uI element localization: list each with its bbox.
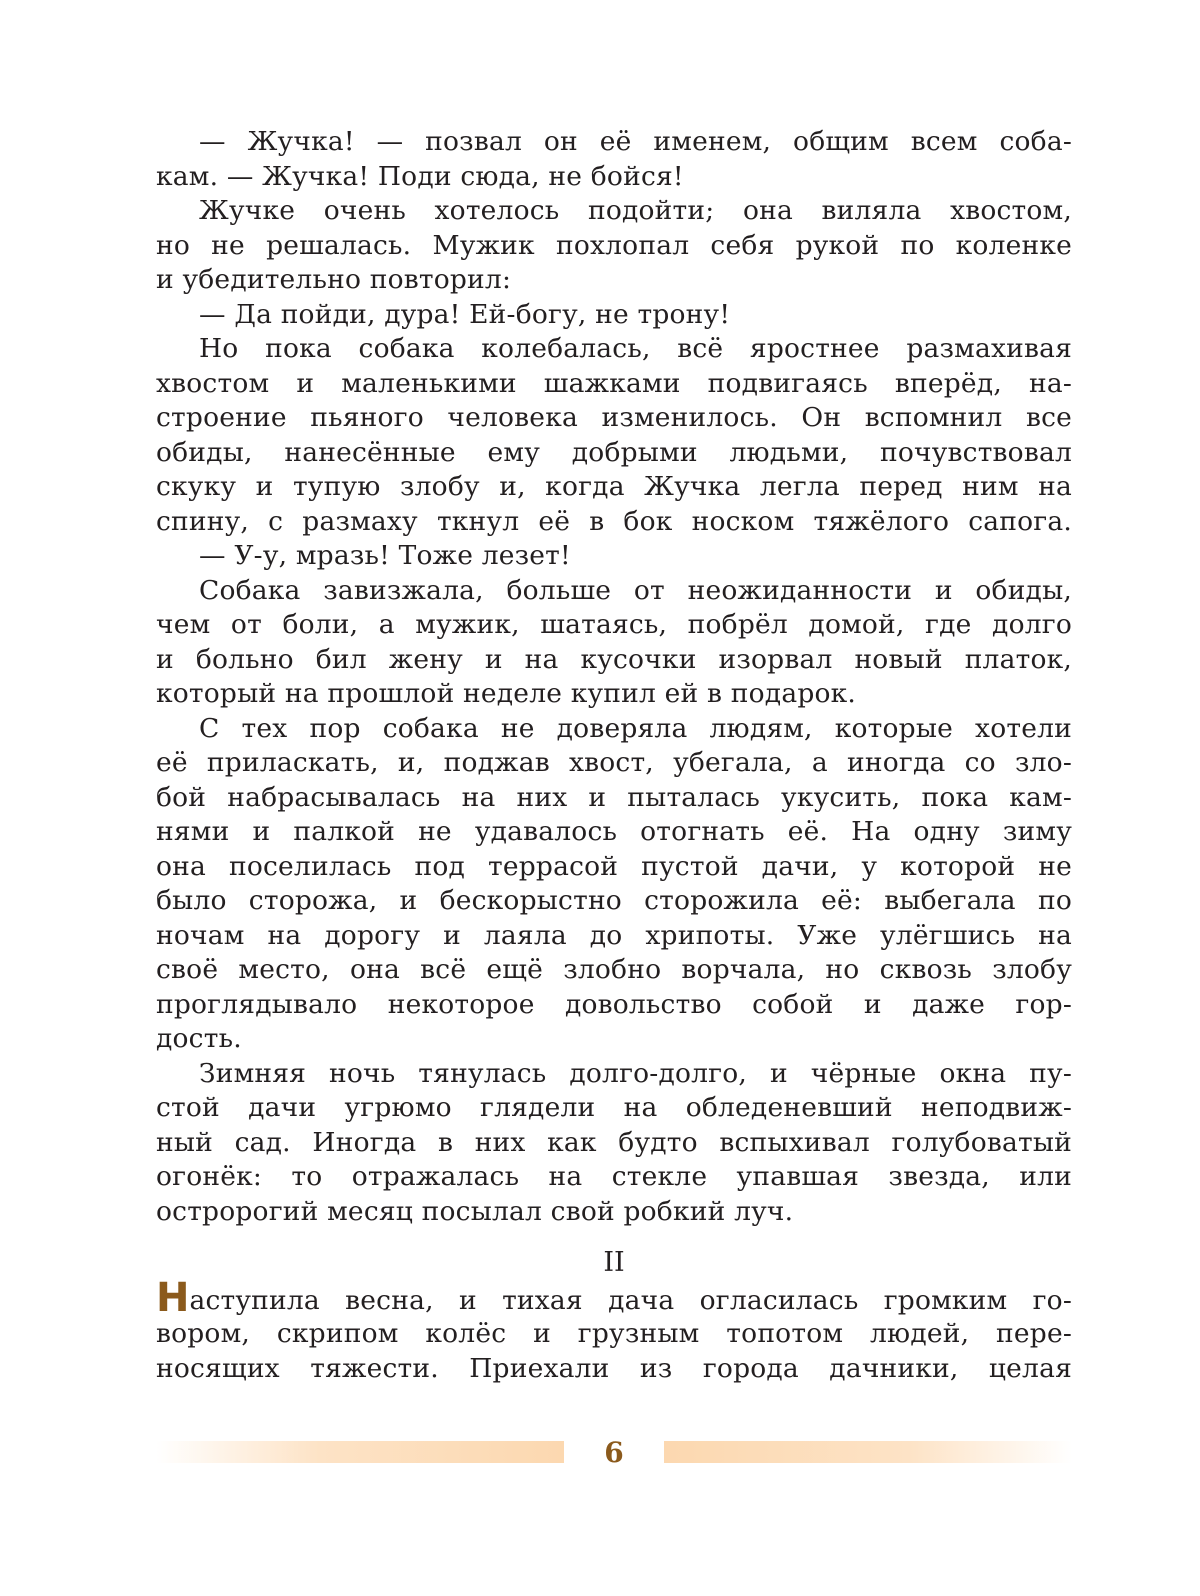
chapter-text-line bbox=[156, 1274, 1072, 1321]
text-line: бой набрасывалась на них и пыталась укусить, пока кам- bbox=[156, 781, 1072, 813]
text-line: — Да пойди, дура! Ей-богу, не трону! bbox=[199, 298, 731, 330]
body-text bbox=[156, 125, 1072, 1229]
text-line: строение пьяного человека изменилось. Он вспомнил все bbox=[156, 402, 1072, 433]
text-line: Зимняя ночь тянулась долго-долго, и чёрные окна пу- bbox=[199, 1057, 1072, 1089]
chapter-line-text: вором, скрипом колёс и грузным топотом людей, пере- bbox=[156, 1318, 1072, 1349]
text-line: и больно бил жену и на кусочки изорвал новый платок, bbox=[156, 643, 1072, 675]
text-line: ночам на дорогу и лаяла до хрипоты. Уже улёгшись на bbox=[156, 919, 1072, 951]
text-line: обиды, нанесённые ему добрыми людьми, почувствовал bbox=[156, 436, 1072, 468]
document-page bbox=[156, 125, 1072, 1386]
text-line: она поселилась под террасой пустой дачи, у которой не bbox=[156, 850, 1072, 882]
text-line: было сторожа, и бескорыстно сторожила её: выбегала по bbox=[156, 885, 1072, 916]
text-line: который на прошлой неделе купил ей в подарок. bbox=[156, 678, 857, 709]
footer-bar-right bbox=[664, 1441, 1072, 1463]
text-line: ный сад. Иногда в них как будто вспыхивал голубоватый bbox=[156, 1126, 1072, 1158]
text-line: спину, с размаху ткнул её в бок носком тяжёлого сапога. bbox=[156, 505, 1072, 537]
text-line: чем от боли, а мужик, шатаясь, побрёл домой, где долго bbox=[156, 609, 1072, 640]
text-line: Жучке очень хотелось подойти; она виляла хвостом, bbox=[199, 195, 1072, 226]
chapter-text-line bbox=[156, 1317, 1072, 1352]
text-line: проглядывало некоторое довольство собой и даже гор- bbox=[156, 988, 1072, 1020]
text-line: стой дачи угрюмо глядели на обледеневший неподвиж- bbox=[156, 1092, 1072, 1123]
text-line: остророгий месяц посылал свой робкий луч. bbox=[156, 1195, 794, 1227]
text-line: — Жучка! — позвал он её именем, общим всем соба- bbox=[199, 126, 1072, 157]
chapter-text bbox=[156, 1274, 1072, 1387]
chapter-line-text: носящих тяжести. Приехали из города дачники, целая bbox=[156, 1352, 1072, 1384]
drop-cap: Н bbox=[156, 1274, 190, 1321]
footer-bar-left bbox=[156, 1441, 564, 1463]
text-line: своё место, она всё ещё злобно ворчала, но сквозь злобу bbox=[156, 954, 1072, 985]
text-line: скуку и тупую злобу и, когда Жучка легла перед ним на bbox=[156, 471, 1072, 502]
text-line: её приласкать, и, поджав хвост, убегала, а иногда со зло- bbox=[156, 747, 1072, 778]
text-line: — У-у, мразь! Тоже лезет! bbox=[199, 540, 571, 571]
text-line: дость. bbox=[156, 1023, 242, 1054]
text-line: но не решалась. Мужик похлопал себя рукой по коленке bbox=[156, 229, 1072, 261]
text-line: кам. — Жучка! Поди сюда, не бойся! bbox=[156, 160, 684, 192]
text-line: Но пока собака колебалась, всё яростнее размахивая bbox=[199, 333, 1072, 364]
page-footer bbox=[156, 1438, 1072, 1468]
chapter-heading: II bbox=[603, 1247, 625, 1278]
chapter-line-text: аступила весна, и тихая дача огласилась громким го- bbox=[189, 1284, 1072, 1316]
text-line: С тех пор собака не доверяла людям, которые хотели bbox=[199, 712, 1072, 744]
text-line: и убедительно повторил: bbox=[156, 264, 512, 295]
chapter-text-line bbox=[156, 1352, 1072, 1387]
text-line: Собака завизжала, больше от неожиданности и обиды, bbox=[199, 574, 1072, 606]
text-line: нями и палкой не удавалось отогнать её. На одну зиму bbox=[156, 816, 1072, 847]
text-line: огонёк: то отражалась на стекле упавшая звезда, или bbox=[156, 1161, 1072, 1192]
text-line: хвостом и маленькими шажками подвигаясь вперёд, на- bbox=[156, 367, 1072, 399]
page-number: 6 bbox=[604, 1436, 624, 1469]
